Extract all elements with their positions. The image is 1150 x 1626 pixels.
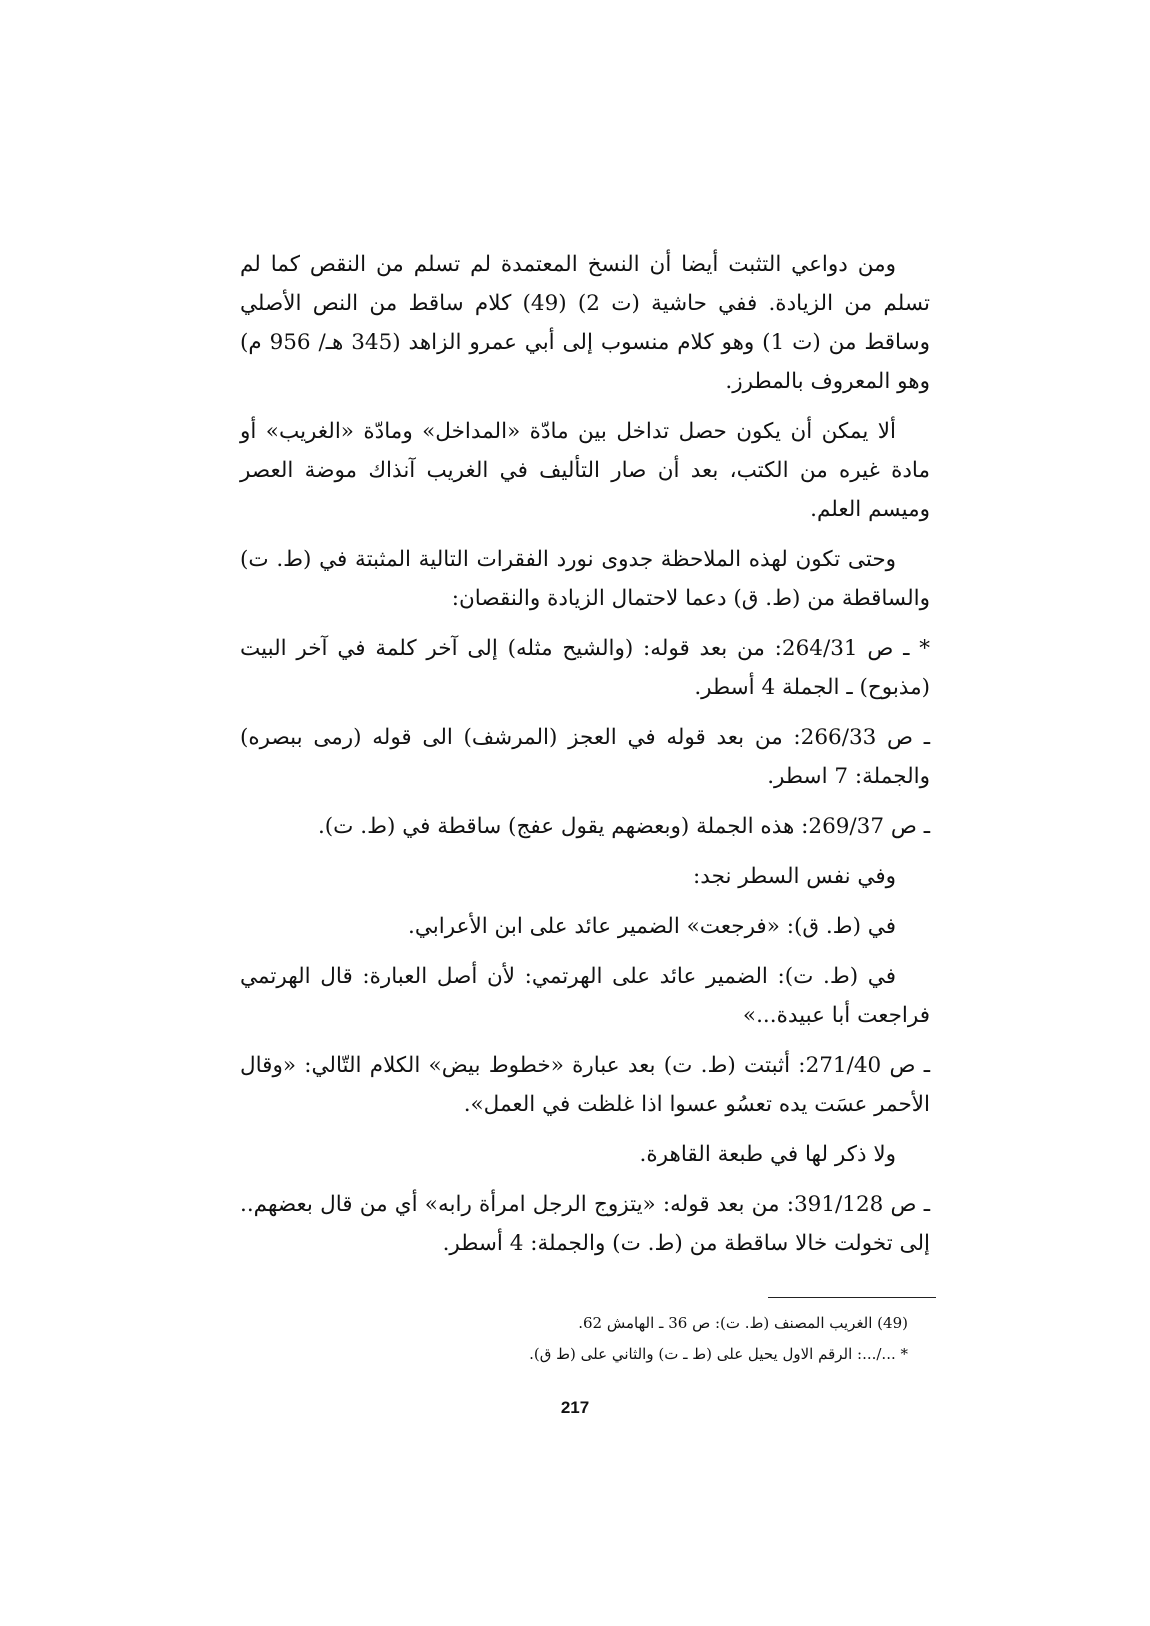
paragraph: في (ط. ق): «فرجعت» الضمير عائد على ابن الأعرابي. [408,914,896,939]
footnote-separator [768,1297,936,1298]
paragraph: ـ ص 269/37: هذه الجملة (وبعضهم يقول عفج) ساقطة في (ط. ت). [317,814,930,839]
paragraph: ومن دواعي التثبت أيضا أن النسخ المعتمدة لم تسلم من النقص كما لم تسلم من الزيادة. ففي حاشية (ت 2) (49) كلام ساقط من النص الأصلي وساقط من (ت 1) وهو كلام منسوب إلى أبي عمرو الزاهد (345 هـ/ 956 م) وهو المعروف بالمطرز. [240,252,930,394]
paragraph: ـ ص 266/33: من بعد قوله في العجز (المرشف) الى قوله (رمى ببصره) والجملة: 7 اسطر. [240,725,931,789]
paragraph: وحتى تكون لهذه الملاحظة جدوى نورد الفقرات التالية المثبتة في (ط. ت) والساقطة من (ط. ق) دعما لاحتمال الزيادة والنقصان: [240,547,930,611]
page-number: 217 [560,1398,590,1417]
main-text [240,245,930,1274]
paragraph: في (ط. ت): الضمير عائد على الهرتمي: لأن أصل العبارة: قال الهرتمي فراجعت أبا عبيدة...» [240,964,930,1028]
paragraph: ولا ذكر لها في طبعة القاهرة. [639,1142,896,1167]
paragraph: ـ ص 391/128: من بعد قوله: «يتزوج الرجل امرأة رابه» أي من قال بعضهم.. إلى تخولت خالا ساقطة من (ط. ت) والجملة: 4 أسطر. [240,1192,930,1256]
footnote: * .../...: الرقم الاول يحيل على (ط ـ ت) والثاني على (ط ق). [529,1345,908,1363]
paragraph: * ـ ص 264/31: من بعد قوله: (والشيح مثله) إلى آخر كلمة في آخر البيت (مذبوح) ـ الجملة 4 أسطر. [240,636,930,700]
footnote: (49) الغريب المصنف (ط. ت): ص 36 ـ الهامش 62. [578,1314,908,1332]
paragraph: وفي نفس السطر نجد: [693,864,896,889]
paragraph: ألا يمكن أن يكون حصل تداخل بين مادّة «المداخل» ومادّة «الغريب» أو مادة غيره من الكتب، بعد أن صار التأليف في الغريب آنذاك موضة العصر وميسم العلم. [240,419,930,522]
paragraph: ـ ص 271/40: أثبتت (ط. ت) بعد عبارة «خطوط بيض» الكلام التّالي: «وقال الأحمر عسَت يده تعسُو عسوا اذا غلظت في العمل». [240,1053,931,1117]
footnotes [240,1308,930,1370]
